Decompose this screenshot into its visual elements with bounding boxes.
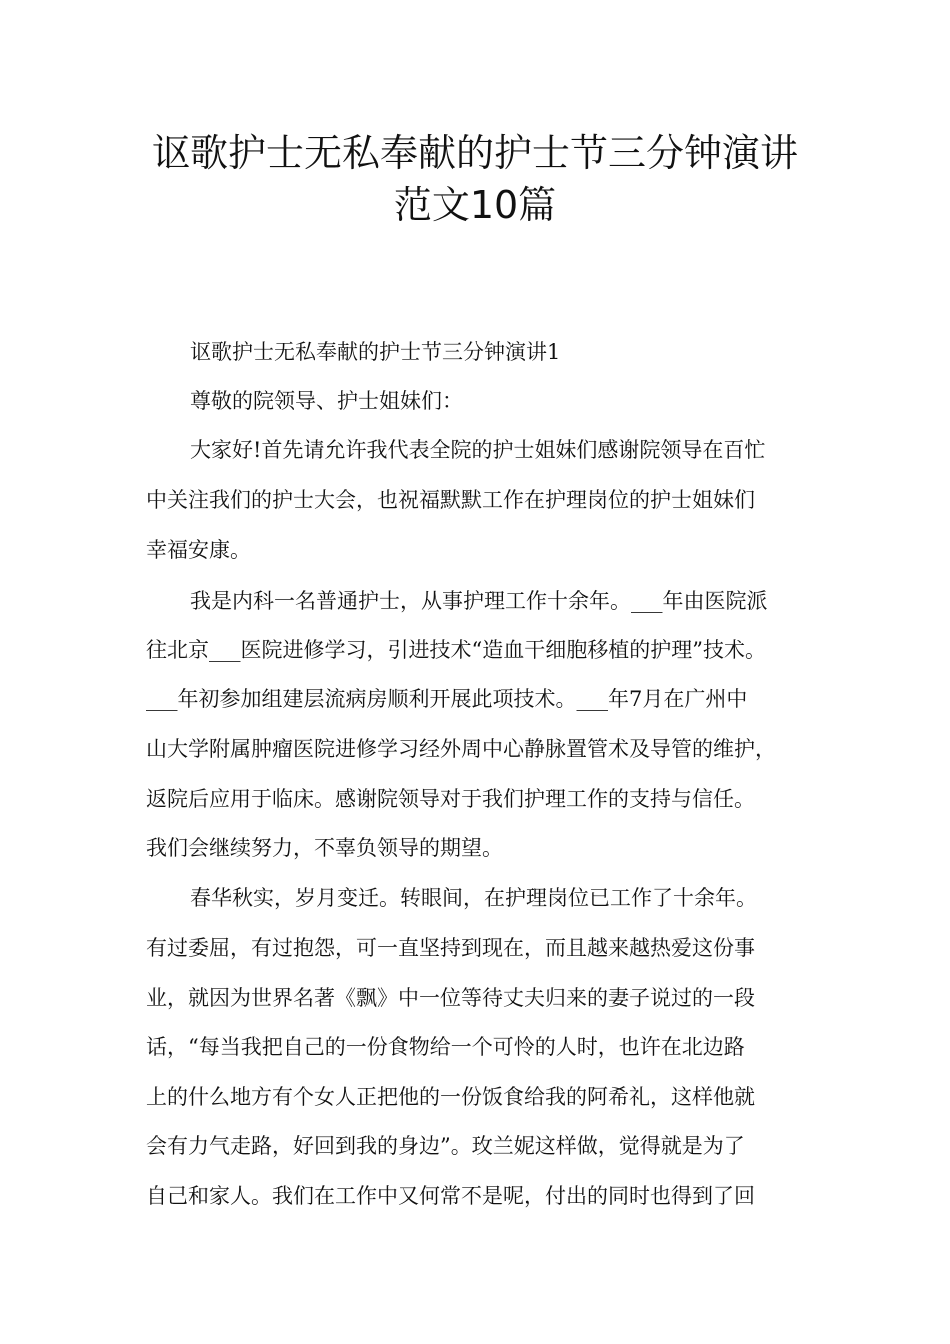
document-title-line-2: 范文10篇 xyxy=(393,183,557,227)
paragraph-line: 幸福安康。 xyxy=(146,538,251,562)
paragraph-line: 会有力气走路，好回到我的身边”。玫兰妮这样做，觉得就是为了 xyxy=(146,1134,745,1158)
paragraph-line: 春华秋实，岁月变迁。转眼间，在护理岗位已工作了十余年。 xyxy=(190,886,757,910)
paragraph-line: ___年初参加组建层流病房顺利开展此项技术。___年7月在广州中 xyxy=(146,687,748,711)
paragraph-line: 山大学附属肿瘤医院进修学习经外周中心静脉置管术及导管的维护， xyxy=(146,737,776,761)
paragraph-line: 上的什么地方有个女人正把他的一份饭食给我的阿希礼，这样他就 xyxy=(146,1085,755,1109)
paragraph-line: 往北京___医院进修学习，引进技术“造血干细胞移植的护理”技术。 xyxy=(146,638,766,662)
speech-heading: 讴歌护士无私奉献的护士节三分钟演讲1 xyxy=(190,340,561,364)
paragraph-line: 我是内科一名普通护士，从事护理工作十余年。___年由医院派 xyxy=(190,589,768,613)
paragraph-line: 我们会继续努力，不辜负领导的期望。 xyxy=(146,836,503,860)
paragraph-line: 大家好!首先请允许我代表全院的护士姐妹们感谢院领导在百忙 xyxy=(190,438,766,462)
document-title-line-1: 讴歌护士无私奉献的护士节三分钟演讲 xyxy=(151,131,798,175)
paragraph-line: 中关注我们的护士大会，也祝福默默工作在护理岗位的护士姐妹们 xyxy=(146,488,755,512)
paragraph-line: 有过委屈，有过抱怨，可一直坚持到现在，而且越来越热爱这份事 xyxy=(146,936,755,960)
paragraph-line: 话，“每当我把自己的一份食物给一个可怜的人时，也许在北边路 xyxy=(146,1035,745,1059)
paragraph-line: 自己和家人。我们在工作中又何常不是呢，付出的同时也得到了回 xyxy=(146,1184,755,1208)
salutation: 尊敬的院领导、护士姐妹们： xyxy=(190,389,463,413)
paragraph-line: 业，就因为世界名著《飘》中一位等待丈夫归来的妻子说过的一段 xyxy=(146,986,755,1010)
paragraph-line: 返院后应用于临床。感谢院领导对于我们护理工作的支持与信任。 xyxy=(146,787,755,811)
